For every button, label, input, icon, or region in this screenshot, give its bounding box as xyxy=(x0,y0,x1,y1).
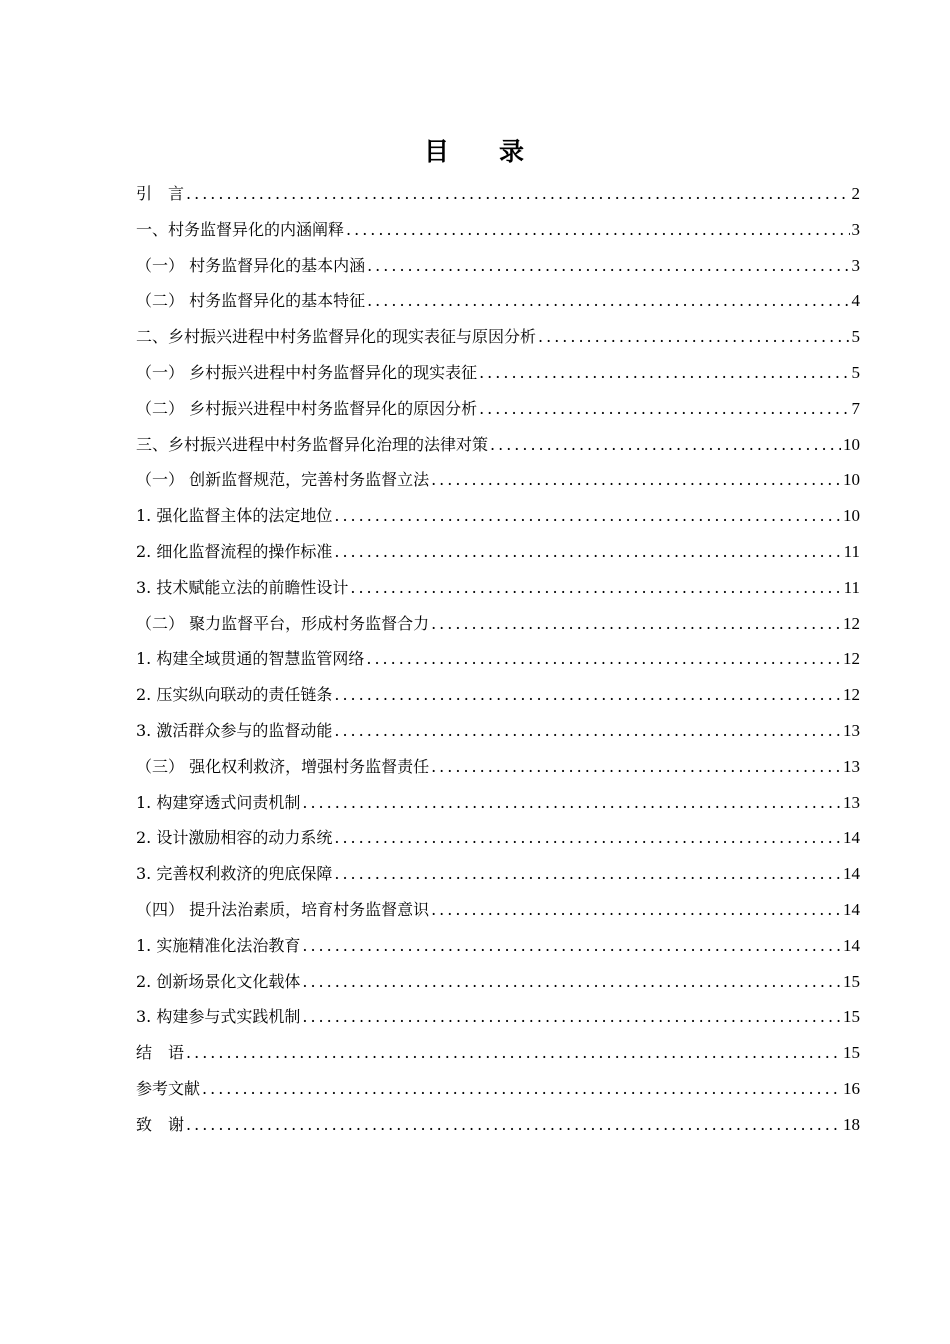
toc-entry-label: （二） 聚力监督平台，形成村务监督合力 xyxy=(136,613,430,633)
toc-entry[interactable] xyxy=(136,427,860,463)
toc-entry-label: 2. 设计激励相容的动力系统 xyxy=(136,828,333,848)
toc-entry-label: 3. 技术赋能立法的前瞻性设计 xyxy=(136,577,349,597)
toc-entry[interactable] xyxy=(136,176,860,212)
toc-leader-dots xyxy=(431,606,841,642)
toc-leader-dots xyxy=(334,713,841,749)
toc-entry-page: 11 xyxy=(843,541,860,561)
toc-leader-dots xyxy=(302,999,841,1035)
toc-entry-page: 15 xyxy=(843,971,860,991)
toc-leader-dots xyxy=(538,319,849,355)
toc-entry[interactable] xyxy=(136,928,860,964)
toc-entry-page: 14 xyxy=(843,935,860,955)
toc-entry-page: 12 xyxy=(843,613,860,633)
toc-entry[interactable] xyxy=(136,713,860,749)
toc-entry-label: 致 谢 xyxy=(136,1114,185,1134)
toc-leader-dots xyxy=(334,677,841,713)
toc-list xyxy=(136,176,860,1143)
toc-title xyxy=(0,132,950,168)
toc-entry-page: 10 xyxy=(843,506,860,526)
toc-entry-label: 三、乡村振兴进程中村务监督异化治理的法律对策 xyxy=(136,434,489,454)
toc-entry-label: 1. 实施精准化法治教育 xyxy=(136,935,301,955)
toc-entry-label: 1. 强化监督主体的法定地位 xyxy=(136,506,333,526)
toc-entry-page: 18 xyxy=(843,1114,860,1134)
toc-entry[interactable] xyxy=(136,319,860,355)
toc-entry-label: 3. 激活群众参与的监督动能 xyxy=(136,720,333,740)
toc-entry[interactable] xyxy=(136,677,860,713)
toc-entry[interactable] xyxy=(136,498,860,534)
toc-leader-dots xyxy=(367,248,849,284)
toc-entry-label: 3. 完善权利救济的兜底保障 xyxy=(136,864,333,884)
toc-entry-label: 2. 压实纵向联动的责任链条 xyxy=(136,685,333,705)
toc-leader-dots xyxy=(346,212,849,248)
toc-entry-label: （二） 村务监督异化的基本特征 xyxy=(136,291,366,311)
toc-entry-page: 14 xyxy=(843,828,860,848)
toc-entry-label: （一） 创新监督规范，完善村务监督立法 xyxy=(136,470,430,490)
toc-leader-dots xyxy=(302,928,841,964)
toc-leader-dots xyxy=(202,1071,841,1107)
toc-title-part2: 录 xyxy=(499,137,527,166)
toc-leader-dots xyxy=(334,856,841,892)
toc-entry-label: 3. 构建参与式实践机制 xyxy=(136,1007,301,1027)
toc-entry-page: 10 xyxy=(843,470,860,490)
toc-entry-label: （二） 乡村振兴进程中村务监督异化的原因分析 xyxy=(136,398,478,418)
toc-leader-dots xyxy=(490,427,841,463)
toc-entry[interactable] xyxy=(136,391,860,427)
toc-entry[interactable] xyxy=(136,534,860,570)
toc-entry-page: 15 xyxy=(843,1043,860,1063)
toc-entry[interactable] xyxy=(136,283,860,319)
toc-entry-page: 11 xyxy=(843,577,860,597)
toc-entry-page: 3 xyxy=(851,255,860,275)
toc-leader-dots xyxy=(334,498,841,534)
toc-entry-page: 7 xyxy=(851,398,860,418)
toc-leader-dots xyxy=(366,641,841,677)
toc-leader-dots xyxy=(186,1035,841,1071)
toc-entry-page: 10 xyxy=(843,434,860,454)
toc-entry[interactable] xyxy=(136,641,860,677)
toc-entry-label: （一） 村务监督异化的基本内涵 xyxy=(136,255,366,275)
toc-entry-label: （三） 强化权利救济，增强村务监督责任 xyxy=(136,756,430,776)
toc-entry-label: 2. 创新场景化文化载体 xyxy=(136,971,301,991)
toc-leader-dots xyxy=(367,283,849,319)
toc-title-part1: 目 xyxy=(423,137,451,166)
toc-entry[interactable] xyxy=(136,1107,860,1143)
toc-leader-dots xyxy=(334,820,841,856)
toc-leader-dots xyxy=(431,462,841,498)
toc-entry[interactable] xyxy=(136,248,860,284)
toc-leader-dots xyxy=(186,1107,841,1143)
toc-entry-page: 16 xyxy=(843,1078,860,1098)
toc-entry-label: 参考文献 xyxy=(136,1078,201,1098)
toc-entry-page: 15 xyxy=(843,1007,860,1027)
toc-entry-page: 3 xyxy=(851,219,860,239)
toc-entry-label: （一） 乡村振兴进程中村务监督异化的现实表征 xyxy=(136,362,478,382)
toc-entry[interactable] xyxy=(136,999,860,1035)
toc-entry-label: 2. 细化监督流程的操作标准 xyxy=(136,541,333,561)
toc-leader-dots xyxy=(431,892,841,928)
toc-entry-label: 一、村务监督异化的内涵阐释 xyxy=(136,219,345,239)
toc-entry-page: 13 xyxy=(843,792,860,812)
toc-entry[interactable] xyxy=(136,820,860,856)
toc-entry[interactable] xyxy=(136,570,860,606)
toc-entry[interactable] xyxy=(136,462,860,498)
toc-entry[interactable] xyxy=(136,355,860,391)
toc-entry-page: 12 xyxy=(843,649,860,669)
toc-entry-page: 5 xyxy=(851,362,860,382)
toc-leader-dots xyxy=(479,355,849,391)
toc-entry[interactable] xyxy=(136,856,860,892)
toc-entry[interactable] xyxy=(136,1071,860,1107)
toc-entry-page: 14 xyxy=(843,899,860,919)
toc-entry[interactable] xyxy=(136,964,860,1000)
toc-leader-dots xyxy=(302,964,841,1000)
toc-entry-page: 13 xyxy=(843,720,860,740)
toc-leader-dots xyxy=(186,176,849,212)
toc-entry-label: （四） 提升法治素质，培育村务监督意识 xyxy=(136,899,430,919)
toc-entry[interactable] xyxy=(136,212,860,248)
toc-leader-dots xyxy=(350,570,841,606)
toc-entry-page: 2 xyxy=(851,184,860,203)
toc-leader-dots xyxy=(302,785,841,821)
toc-leader-dots xyxy=(334,534,841,570)
toc-entry-label: 引 言 xyxy=(136,184,185,203)
toc-entry-page: 5 xyxy=(851,327,860,347)
toc-entry[interactable] xyxy=(136,606,860,642)
toc-entry-label: 二、乡村振兴进程中村务监督异化的现实表征与原因分析 xyxy=(136,327,537,347)
toc-leader-dots xyxy=(431,749,841,785)
toc-entry[interactable] xyxy=(136,785,860,821)
toc-entry-label: 1. 构建全域贯通的智慧监管网络 xyxy=(136,649,365,669)
toc-entry-page: 13 xyxy=(843,756,860,776)
toc-entry-page: 14 xyxy=(843,864,860,884)
toc-entry-page: 4 xyxy=(851,291,860,311)
toc-entry-label: 结 语 xyxy=(136,1043,185,1063)
toc-entry-page: 12 xyxy=(843,685,860,705)
toc-entry-label: 1. 构建穿透式问责机制 xyxy=(136,792,301,812)
toc-entry[interactable] xyxy=(136,892,860,928)
toc-leader-dots xyxy=(479,391,849,427)
toc-entry[interactable] xyxy=(136,1035,860,1071)
toc-entry[interactable] xyxy=(136,749,860,785)
